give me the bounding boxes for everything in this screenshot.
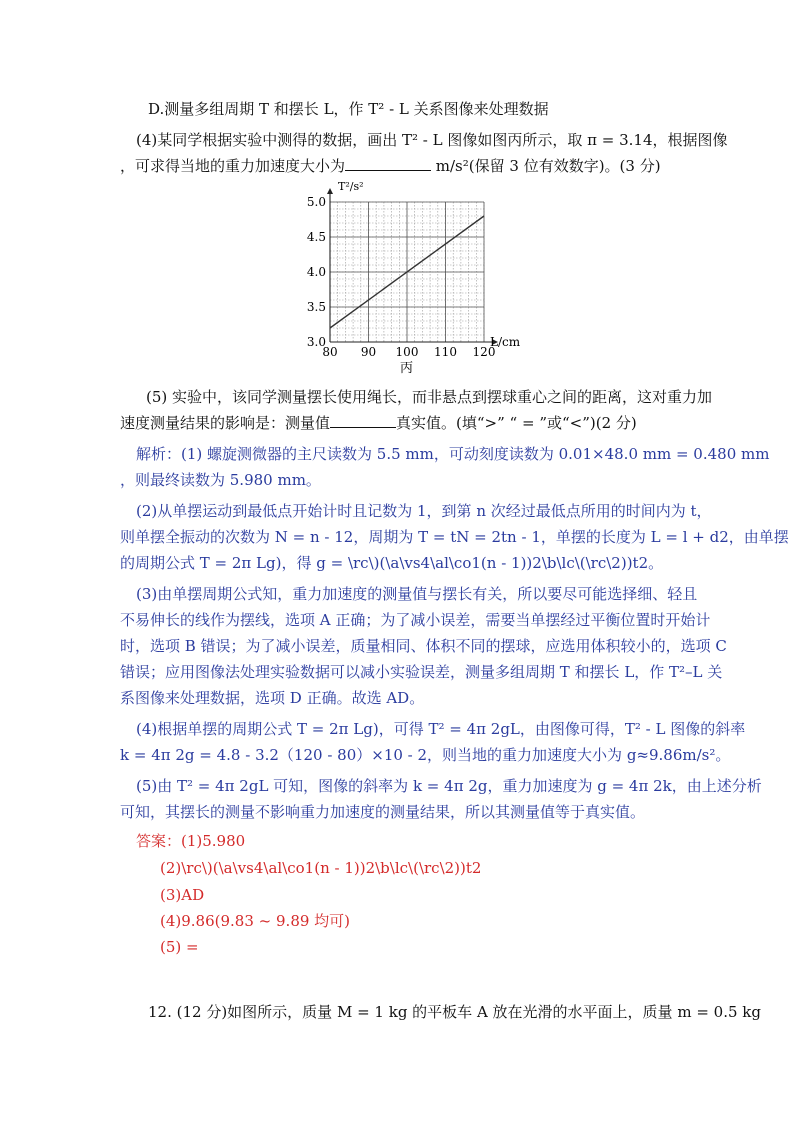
solution-line: (3)由单摆周期公式知，重力加速度的测量值与摆长有关，所以要尽可能选择细、轻且 [136,585,698,603]
q4-text-line2 [120,156,661,176]
y-tick-label: 4.5 [306,230,326,244]
y-tick-label: 5.0 [306,195,326,209]
answer-blank-5 [330,413,396,428]
answer-3: (3)AD [160,886,205,904]
solution-line: ，则最终读数为 5.980 mm。 [120,471,321,489]
solution-line: (4)根据单摆的周期公式 T = 2π Lg)，可得 T² = 4π 2gL，由图像可得，T² - L 图像的斜率 [136,720,746,738]
y-tick-label: 3.5 [306,300,326,314]
t2-l-graph [300,178,540,376]
x-axis-label: L/cm [490,335,521,349]
answer-5: (5) = [160,938,199,956]
y-axis-arrow [327,188,333,194]
solution-line: 系图像来处理数据，选项 D 正确。故选 AD。 [120,689,425,707]
solution-line: 可知，其摆长的测量不影响重力加速度的测量结果，所以其测量值等于真实值。 [120,803,646,821]
x-tick-label: 80 [322,345,338,359]
y-tick-label: 3.0 [306,335,326,349]
x-tick-label: 120 [472,345,496,359]
q5-text-part2: 真实值。(填“>” “ = ”或“<”)(2 分) [396,414,637,432]
y-tick-label: 4.0 [306,265,326,279]
q4-text-part1: ，可求得当地的重力加速度大小为 [120,157,346,175]
q5-text-line1: (5) 实验中，该同学测量摆长使用绳长，而非悬点到摆球重心之间的距离，这对重力加 [146,388,713,406]
solution-line: 则单摆全振动的次数为 N = n - 12，周期为 T = tN = 2tn - 1，单摆的长度为 L = l + d2，由单摆 [120,528,789,546]
q4-text-part2: m/s²(保留 3 位有效数字)。(3 分) [431,157,661,175]
solution-line: 解析：(1) 螺旋测微器的主尺读数为 5.5 mm，可动刻度读数为 0.01×48.0 mm = 0.480 mm [136,445,770,463]
next-question-text: 12. (12 分)如图所示，质量 M = 1 kg 的平板车 A 放在光滑的水平面上，质量 m = 0.5 kg [148,1003,761,1021]
answer-1: 答案：(1)5.980 [136,832,246,850]
x-tick-label: 90 [360,345,377,359]
q4-text-line1: (4)某同学根据实验中测得的数据，画出 T² - L 图像如图丙所示，取 π = 3.14，根据图像 [136,131,728,149]
answer-blank-4 [345,156,431,171]
solution-line: 的周期公式 T = 2π Lg)，得 g = \rc\)(\a\vs4\al\co1(n - 1))2\b\lc\(\rc\2))t2。 [120,554,664,572]
solution-line: (2)从单摆运动到最低点开始计时且记数为 1，到第 n 次经过最低点所用的时间内为 t， [136,502,712,520]
solution-line: (5)由 T² = 4π 2gL 可知，图像的斜率为 k = 4π 2g，重力加速度为 g = 4π 2k，由上述分析 [136,777,762,795]
solution-line: 错误；应用图像法处理实验数据可以减小实验误差，测量多组周期 T 和摆长 L，作 T²–L 关 [120,663,723,681]
option-d-text: D.测量多组周期 T 和摆长 L，作 T² - L 关系图像来处理数据 [148,100,549,118]
figure-caption: 丙 [400,361,414,376]
solution-line: k = 4π 2g = 4.8 - 3.2（120 - 80）×10 - 2，则当地的重力加速度大小为 g≈9.86m/s²。 [120,746,731,764]
q5-text-line2 [120,413,637,433]
answer-2: (2)\rc\)(\a\vs4\al\co1(n - 1))2\b\lc\(\rc\2))t2 [160,859,482,877]
solution-line: 不易伸长的线作为摆线，选项 A 正确；为了减小误差，需要当单摆经过平衡位置时开始计 [120,611,711,629]
x-tick-label: 100 [395,345,419,359]
q5-text-part1: 速度测量结果的影响是：测量值 [120,414,331,432]
axes [327,188,498,345]
answer-4: (4)9.86(9.83 ~ 9.89 均可) [160,912,351,930]
y-axis-label: T²/s² [338,180,364,193]
solution-line: 时，选项 B 错误；为了减小误差，质量相同、体积不同的摆球，应选用体积较小的，选项 C [120,637,727,655]
x-tick-label: 110 [434,345,457,359]
